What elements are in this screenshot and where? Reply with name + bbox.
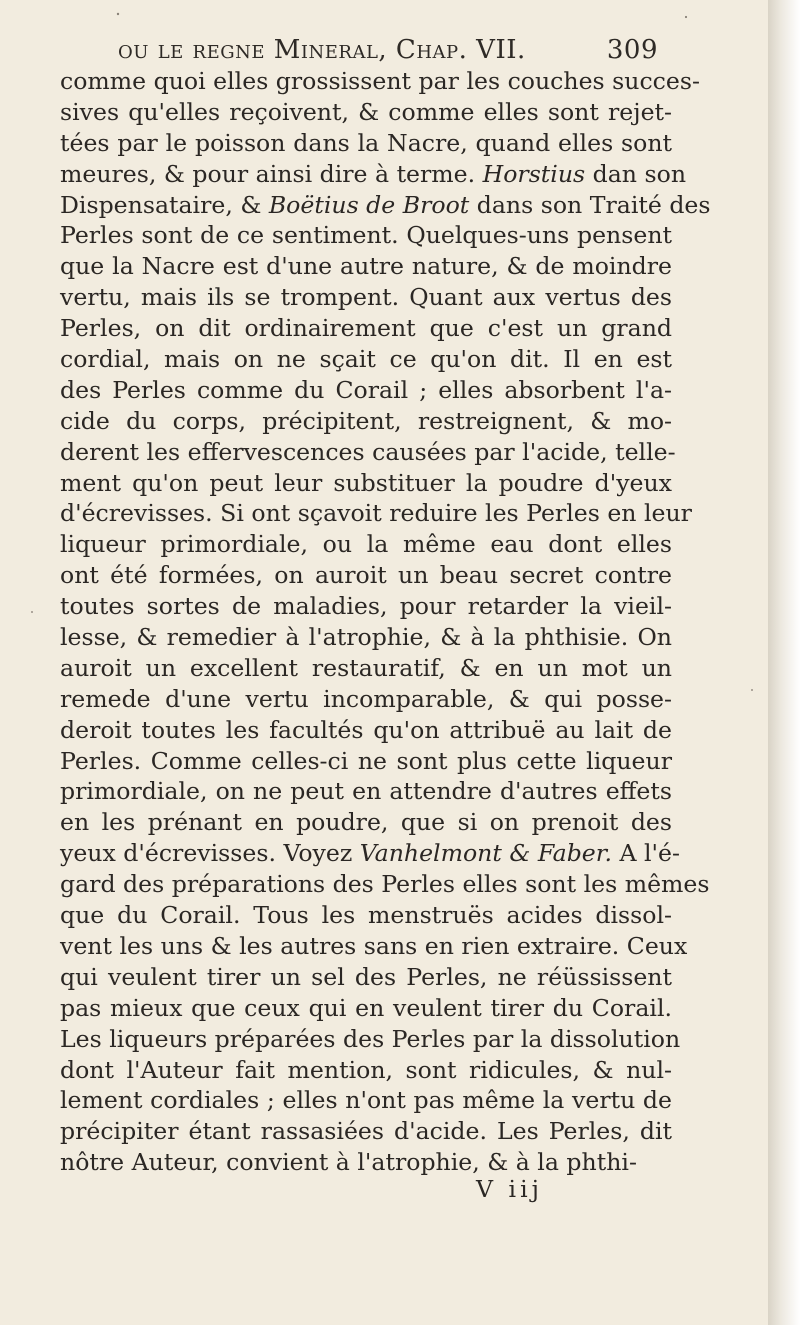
text-line: vertu, mais ils se trompent. Quant aux vertus des <box>60 283 672 312</box>
text-run: dans son Traité des <box>469 190 711 219</box>
text-line: cordial, mais on ne sçait ce qu'on dit. Il en est <box>60 345 672 374</box>
text-line: Perles sont de ce sentiment. Quelques-uns pensent <box>60 221 672 250</box>
running-head-title: ou le regne Mineral, Chap. VII. <box>118 35 526 65</box>
text-run: Dispensataire, & <box>60 190 269 219</box>
text-line: comme quoi elles grossissent par les couches succes- <box>60 67 700 95</box>
text-line: liqueur primordiale, ou la même eau dont elles <box>60 530 672 559</box>
text-line: Perles, on dit ordinairement que c'est un grand <box>60 314 672 343</box>
text-line: tées par le poisson dans la Nacre, quand elles sont <box>60 128 672 157</box>
text-line: Les liqueurs préparées des Perles par la dissolution <box>60 1024 681 1053</box>
text-run: A l'é- <box>611 839 680 868</box>
text-line: auroit un excellent restauratif, & en un mot un <box>60 653 672 682</box>
body-text <box>60 66 711 1178</box>
text-run: dan son <box>585 159 687 188</box>
running-head <box>118 30 658 70</box>
italic-name: Boëtius de Broot <box>268 190 470 219</box>
text-line <box>60 159 687 190</box>
text-line: gard des préparations des Perles elles sont les mêmes <box>60 870 710 899</box>
text-line: sives qu'elles reçoivent, & comme elles sont rejet- <box>60 97 672 126</box>
text-line: toutes sortes de maladies, pour retarder la vieil- <box>60 592 672 621</box>
text-line <box>60 838 680 869</box>
text-line <box>60 190 711 221</box>
text-line: pas mieux que ceux qui en veulent tirer du Corail. <box>60 993 672 1022</box>
text-line: ont été formées, on auroit un beau secret contre <box>60 561 672 590</box>
text-line: en les prénant en poudre, que si on prenoit des <box>60 808 672 837</box>
text-line: primordiale, on ne peut en attendre d'autres effets <box>60 777 672 806</box>
text-line: lement cordiales ; elles n'ont pas même la vertu de <box>60 1086 672 1115</box>
page-edge <box>768 0 800 1325</box>
italic-name: Vanhelmont & Faber. <box>359 839 612 868</box>
italic-name: Horstius <box>482 159 586 188</box>
text-line: derent les effervescences causées par l'acide, telle- <box>60 437 676 466</box>
text-line: nôtre Auteur, convient à l'atrophie, & à la phthi- <box>60 1148 637 1177</box>
signature-mark: V iij <box>476 1175 543 1203</box>
text-line: des Perles comme du Corail ; elles absorbent l'a- <box>60 375 672 404</box>
paper-speck <box>685 16 687 18</box>
text-line: remede d'une vertu incomparable, & qui posse- <box>60 684 672 713</box>
page-number: 309 <box>606 35 658 65</box>
text-line: d'écrevisses. Si ont sçavoit reduire les Perles en leur <box>60 499 692 528</box>
text-line: que du Corail. Tous les menstruës acides dissol- <box>60 901 672 930</box>
text-line: qui veulent tirer un sel des Perles, ne réüssissent <box>60 962 672 991</box>
text-line: que la Nacre est d'une autre nature, & de moindre <box>60 252 672 281</box>
paper-speck <box>751 689 753 691</box>
text-line: lesse, & remedier à l'atrophie, & à la phthisie. On <box>60 623 672 652</box>
text-line: dont l'Auteur fait mention, sont ridicules, & nul- <box>60 1055 672 1084</box>
text-line: précipiter étant rassasiées d'acide. Les Perles, dit <box>60 1117 672 1146</box>
text-line: vent les uns & les autres sans en rien extraire. Ceux <box>60 931 688 960</box>
text-line: cide du corps, précipitent, restreignent, & mo- <box>60 406 672 435</box>
text-run: meures, & pour ainsi dire à terme. <box>60 159 483 188</box>
text-line: deroit toutes les facultés qu'on attribuë au lait de <box>60 715 672 744</box>
paper-speck <box>117 13 119 15</box>
text-run: yeux d'écrevisses. Voyez <box>60 839 360 868</box>
paper-speck <box>31 611 33 613</box>
text-line: Perles. Comme celles-ci ne sont plus cette liqueur <box>60 746 672 775</box>
text-line: ment qu'on peut leur substituer la poudre d'yeux <box>60 468 672 497</box>
